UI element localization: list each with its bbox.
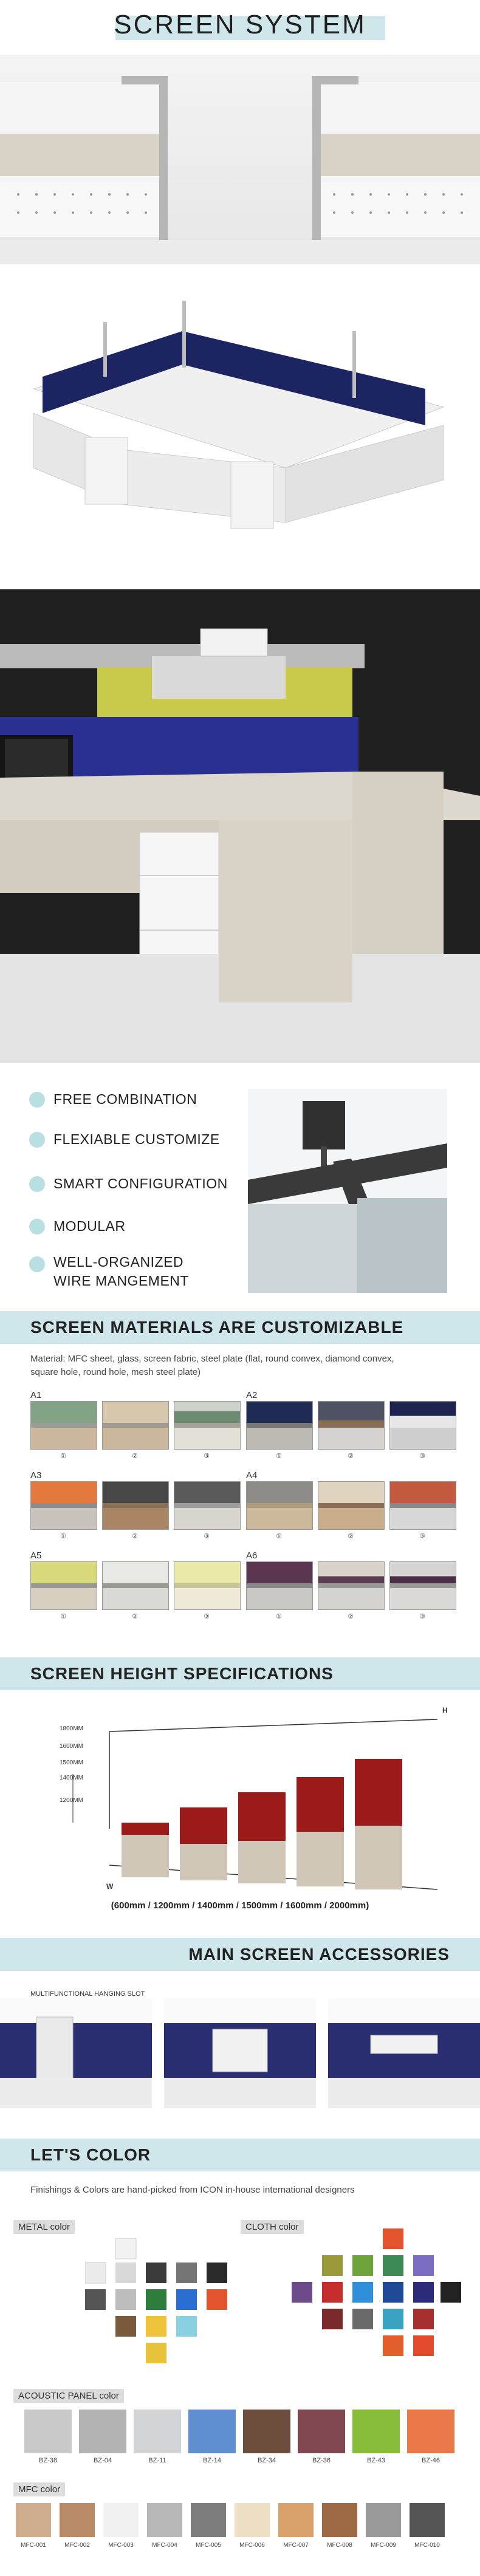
panel-sample bbox=[389, 1401, 456, 1450]
panel-sample bbox=[174, 1561, 241, 1610]
acoustic-swatch bbox=[79, 2410, 126, 2453]
panel-number: ③ bbox=[204, 1613, 210, 1620]
mfc-code: MFC-009 bbox=[371, 2542, 396, 2549]
mfc-code: MFC-007 bbox=[283, 2542, 309, 2549]
accessory-photo bbox=[164, 1999, 316, 2108]
panel-number: ③ bbox=[419, 1533, 425, 1540]
materials-desc-line: Material: MFC sheet, glass, screen fabric, steel plate (flat, round convex, diamond convex, bbox=[30, 1354, 394, 1364]
acoustic-code: BZ-34 bbox=[258, 2457, 276, 2464]
panel-number: ② bbox=[348, 1613, 354, 1620]
materials-description bbox=[30, 1352, 456, 1379]
mfc-code: MFC-008 bbox=[327, 2542, 352, 2549]
acoustic-swatch bbox=[188, 2410, 236, 2453]
feature-item bbox=[29, 1131, 220, 1148]
accessories-subtitle: MULTIFUNCTIONAL HANGING SLOT bbox=[30, 1990, 145, 1998]
group-label: A2 bbox=[246, 1390, 258, 1400]
screen-closeup-photo bbox=[0, 55, 480, 264]
feature-label: SMART CONFIGURATION bbox=[53, 1176, 228, 1191]
panel-sample bbox=[318, 1401, 385, 1450]
panel-number: ③ bbox=[419, 1453, 425, 1460]
metal-swatches bbox=[85, 2238, 237, 2372]
mfc-swatch bbox=[147, 2503, 182, 2537]
panel-sample bbox=[389, 1481, 456, 1530]
acoustic-code: BZ-46 bbox=[422, 2457, 440, 2464]
group-label: A1 bbox=[30, 1390, 42, 1400]
group-label: A6 bbox=[246, 1550, 258, 1561]
bullet-dot bbox=[29, 1219, 45, 1235]
panel-number: ① bbox=[60, 1613, 66, 1620]
mfc-swatch bbox=[103, 2503, 139, 2537]
panel-sample bbox=[246, 1561, 313, 1610]
mfc-swatch bbox=[322, 2503, 357, 2537]
mfc-code: MFC-010 bbox=[414, 2542, 440, 2549]
bullet-dot bbox=[29, 1256, 45, 1272]
panel-sample bbox=[246, 1481, 313, 1530]
mfc-code: MFC-001 bbox=[21, 2542, 46, 2549]
panel-sample bbox=[30, 1481, 97, 1530]
office-detail-photo bbox=[0, 589, 480, 1063]
mfc-swatch bbox=[60, 2503, 95, 2537]
panel-sample bbox=[102, 1481, 169, 1530]
height-label: 1500MM bbox=[60, 1759, 83, 1766]
panel-number: ③ bbox=[204, 1533, 210, 1540]
materials-desc-line: square hole, round hole, mesh steel plate) bbox=[30, 1367, 201, 1377]
cloth-swatches bbox=[292, 2228, 462, 2368]
workstation-cluster-photo bbox=[0, 267, 480, 553]
bullet-dot bbox=[29, 1092, 45, 1108]
feature-label: FREE COMBINATION bbox=[53, 1091, 197, 1107]
group-label: A4 bbox=[246, 1470, 258, 1481]
axis-w-label: W bbox=[106, 1882, 114, 1891]
panel-sample bbox=[102, 1401, 169, 1450]
panel-number: ① bbox=[276, 1533, 282, 1540]
panel-sample bbox=[174, 1481, 241, 1530]
accessories-heading: MAIN SCREEN ACCESSORIES bbox=[188, 1945, 450, 1964]
mfc-code: MFC-006 bbox=[239, 2542, 265, 2549]
materials-banner bbox=[0, 1311, 480, 1344]
panel-sample bbox=[246, 1401, 313, 1450]
feature-item bbox=[29, 1091, 197, 1108]
panel-number: ② bbox=[132, 1453, 138, 1460]
acoustic-swatch bbox=[407, 2410, 454, 2453]
acoustic-code: BZ-38 bbox=[39, 2457, 57, 2464]
acoustic-swatch bbox=[134, 2410, 181, 2453]
feature-item bbox=[29, 1218, 126, 1235]
panel-number: ② bbox=[132, 1533, 138, 1540]
acoustic-swatch bbox=[24, 2410, 72, 2453]
accessory-photo bbox=[328, 1999, 480, 2108]
height-heading: SCREEN HEIGHT SPECIFICATIONS bbox=[30, 1664, 334, 1683]
height-label: 1600MM bbox=[60, 1743, 83, 1750]
acoustic-code: BZ-11 bbox=[148, 2457, 166, 2464]
panel-number: ② bbox=[132, 1613, 138, 1620]
feature-item bbox=[29, 1254, 189, 1289]
panel-number: ① bbox=[276, 1613, 282, 1620]
accessories-banner bbox=[0, 1938, 480, 1971]
bullet-dot bbox=[29, 1176, 45, 1192]
acoustic-code: BZ-36 bbox=[312, 2457, 331, 2464]
mfc-code: MFC-002 bbox=[64, 2542, 90, 2549]
acoustic-code: BZ-14 bbox=[203, 2457, 221, 2464]
mfc-swatch bbox=[16, 2503, 51, 2537]
panel-number: ③ bbox=[419, 1613, 425, 1620]
panel-sample bbox=[318, 1561, 385, 1610]
height-label: 1800MM bbox=[60, 1725, 83, 1732]
mfc-swatch bbox=[278, 2503, 314, 2537]
acoustic-swatch bbox=[243, 2410, 290, 2453]
color-banner bbox=[0, 2139, 480, 2171]
panel-number: ③ bbox=[204, 1453, 210, 1460]
bullet-dot bbox=[29, 1132, 45, 1148]
mfc-code: MFC-003 bbox=[108, 2542, 134, 2549]
acoustic-code: BZ-04 bbox=[94, 2457, 112, 2464]
feature-label: FLEXIABLE CUSTOMIZE bbox=[53, 1131, 220, 1147]
mfc-code: MFC-004 bbox=[152, 2542, 177, 2549]
panel-sample bbox=[389, 1561, 456, 1610]
panel-sample bbox=[318, 1481, 385, 1530]
panel-sample bbox=[30, 1401, 97, 1450]
panel-number: ② bbox=[348, 1453, 354, 1460]
mfc-swatch bbox=[235, 2503, 270, 2537]
acoustic-swatch bbox=[352, 2410, 400, 2453]
panel-number: ① bbox=[60, 1533, 66, 1540]
color-heading: LET'S COLOR bbox=[30, 2145, 151, 2164]
acoustic-swatch bbox=[298, 2410, 345, 2453]
mfc-swatch bbox=[191, 2503, 226, 2537]
cross-screen-photo bbox=[248, 1089, 447, 1293]
feature-item bbox=[29, 1176, 228, 1192]
metal-color-label: METAL color bbox=[13, 2220, 75, 2234]
acoustic-color-label: ACOUSTIC PANEL color bbox=[13, 2389, 124, 2403]
materials-heading: SCREEN MATERIALS ARE CUSTOMIZABLE bbox=[30, 1318, 404, 1337]
height-label: 1400MM bbox=[60, 1775, 83, 1781]
feature-label: WELL-ORGANIZED bbox=[53, 1254, 184, 1270]
color-description: Finishings & Colors are hand-picked from ICON in-house international designers bbox=[30, 2185, 355, 2195]
panel-number: ② bbox=[348, 1533, 354, 1540]
height-diagram bbox=[36, 1713, 450, 1896]
panel-sample bbox=[102, 1561, 169, 1610]
acoustic-code: BZ-43 bbox=[367, 2457, 385, 2464]
mfc-swatch bbox=[366, 2503, 401, 2537]
mfc-color-label: MFC color bbox=[13, 2482, 65, 2496]
panel-sample bbox=[30, 1561, 97, 1610]
cloth-color-label: CLOTH color bbox=[241, 2220, 304, 2234]
panel-sample bbox=[174, 1401, 241, 1450]
group-label: A5 bbox=[30, 1550, 42, 1561]
feature-label: MODULAR bbox=[53, 1218, 126, 1234]
height-banner bbox=[0, 1657, 480, 1690]
axis-h-label: H bbox=[442, 1706, 448, 1714]
panel-number: ① bbox=[60, 1453, 66, 1460]
page-title: SCREEN SYSTEM bbox=[114, 10, 366, 39]
height-caption: (600mm / 1200mm / 1400mm / 1500mm / 1600mm / 2000mm) bbox=[111, 1900, 369, 1911]
panel-number: ① bbox=[276, 1453, 282, 1460]
mfc-code: MFC-005 bbox=[196, 2542, 221, 2549]
group-label: A3 bbox=[30, 1470, 42, 1481]
mfc-swatch bbox=[410, 2503, 445, 2537]
accessory-photo bbox=[0, 1999, 152, 2108]
feature-label: WIRE MANGEMENT bbox=[53, 1273, 189, 1289]
height-label: 1200MM bbox=[60, 1797, 83, 1804]
